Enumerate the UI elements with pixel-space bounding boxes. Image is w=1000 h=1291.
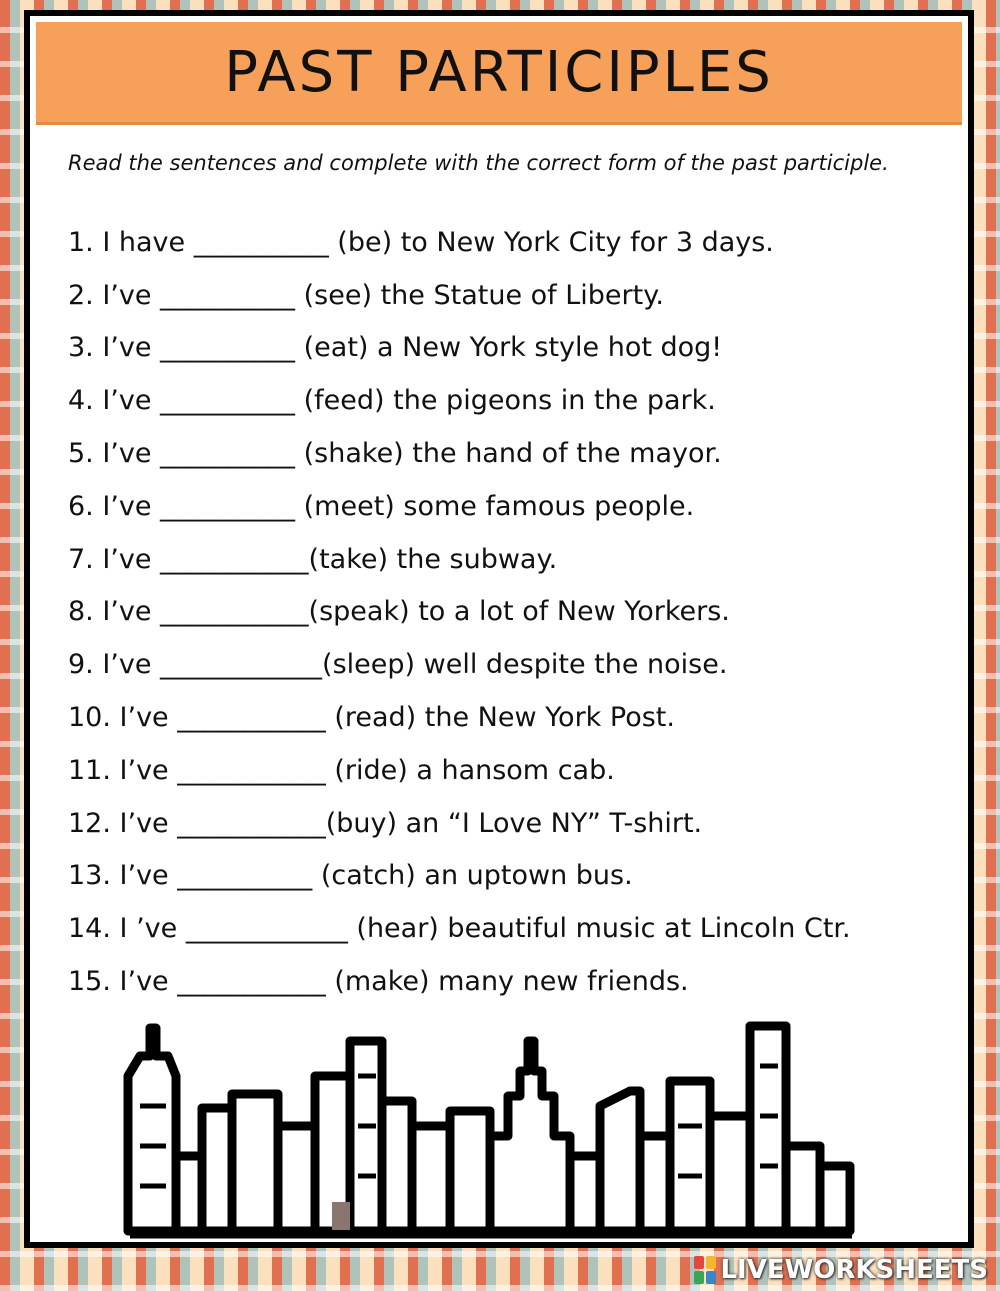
logo-text: LIVEWORKSHEETS: [720, 1255, 988, 1285]
sentence-14[interactable]: 14. I ’ve ____________ (hear) beautiful music at Lincoln Ctr.: [68, 913, 851, 945]
sentence-6[interactable]: 6. I’ve __________ (meet) some famous people.: [68, 490, 695, 522]
liveworksheets-logo[interactable]: [694, 1255, 988, 1285]
sentence-15[interactable]: 15. I’ve ___________ (make) many new friends.: [68, 966, 689, 998]
sentence-3[interactable]: 3. I’ve __________ (eat) a New York style hot dog!: [68, 332, 723, 364]
title-banner: [36, 22, 962, 125]
sentence-13[interactable]: 13. I’ve __________ (catch) an uptown bus.: [68, 860, 633, 892]
instructions: Read the sentences and complete with the correct form of the past participle.: [68, 151, 889, 175]
sentence-11[interactable]: 11. I’ve ___________ (ride) a hansom cab.: [68, 754, 615, 786]
sentence-7[interactable]: 7. I’ve ___________(take) the subway.: [68, 543, 558, 575]
city-skyline-illustration: [110, 1016, 870, 1246]
sentence-1[interactable]: 1. I have __________ (be) to New York City for 3 days.: [68, 226, 774, 258]
sentence-5[interactable]: 5. I’ve __________ (shake) the hand of the mayor.: [68, 438, 722, 470]
sentence-4[interactable]: 4. I’ve __________ (feed) the pigeons in the park.: [68, 385, 716, 417]
sentence-8[interactable]: 8. I’ve ___________(speak) to a lot of New Yorkers.: [68, 596, 730, 628]
page-title: PAST PARTICIPLES: [224, 39, 774, 105]
sentence-10[interactable]: 10. I’ve ___________ (read) the New York Post.: [68, 702, 675, 734]
worksheet: [24, 10, 974, 1248]
sentence-12[interactable]: 12. I’ve ___________(buy) an “I Love NY” T-shirt.: [68, 807, 703, 839]
sentence-list: [68, 216, 968, 1008]
sentence-2[interactable]: 2. I’ve __________ (see) the Statue of Liberty.: [68, 279, 664, 311]
sentence-9[interactable]: 9. I’ve ____________(sleep) well despite the noise.: [68, 649, 728, 681]
logo-mark-icon: [694, 1256, 716, 1284]
